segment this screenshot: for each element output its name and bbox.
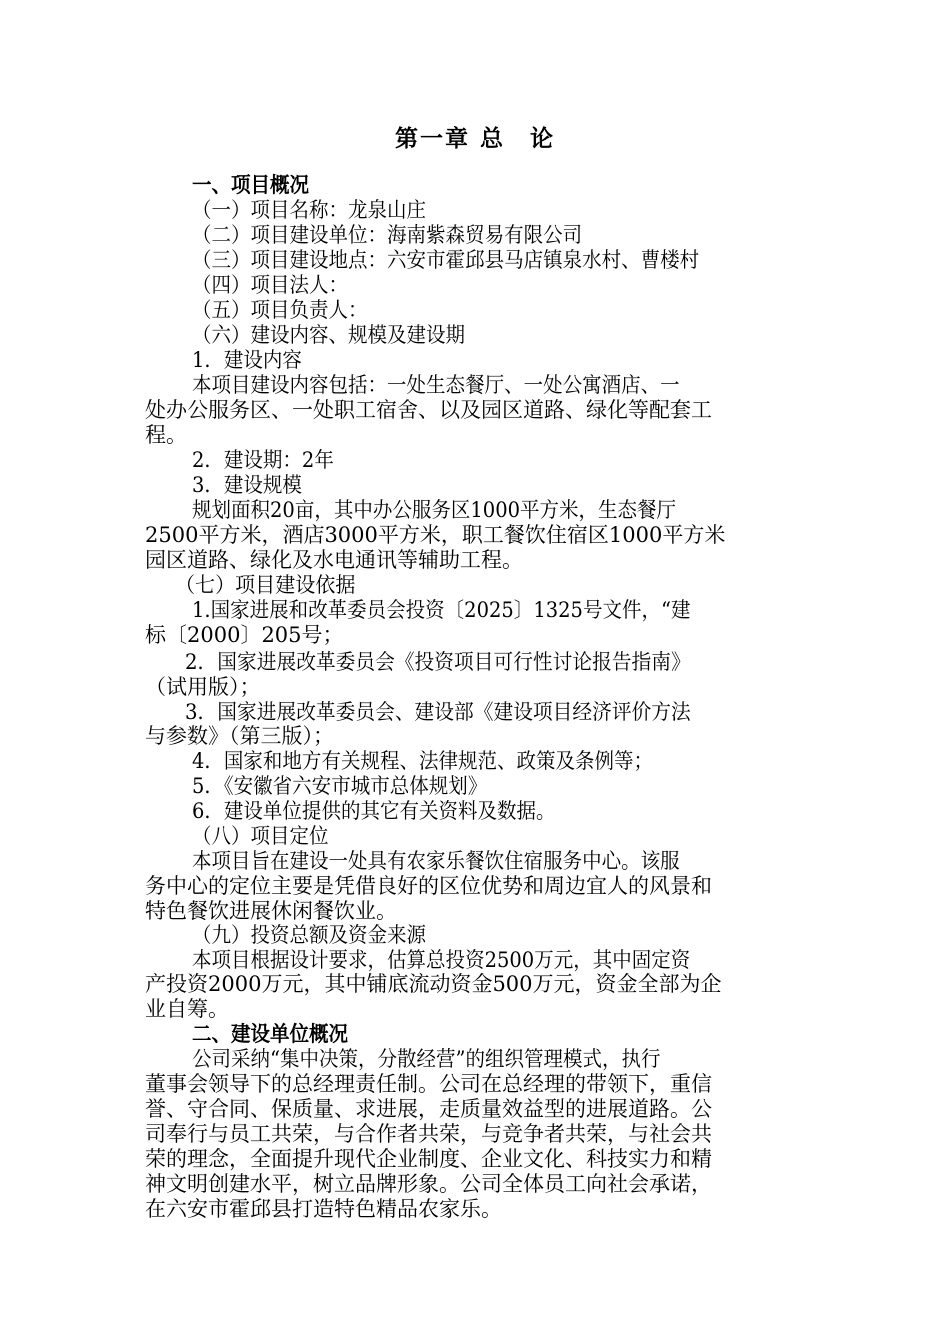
paragraph-line: 处办公服务区、一处职工宿舍、以及园区道路、绿化等配套工 (145, 398, 712, 422)
paragraph-line: 特色餐饮进展休闲餐饮业。 (145, 899, 397, 923)
paragraph-line: 誉、守合同、保质量、求进展，走质量效益型的进展道路。公 (145, 1097, 712, 1121)
paragraph-line: 1．建设内容 (192, 348, 302, 372)
paragraph-line: 程。 (145, 423, 187, 447)
paragraph-line: （一）项目名称：龙泉山庄 (192, 198, 427, 222)
section-heading: 一、项目概况 (192, 173, 310, 197)
paragraph-line: 在六安市霍邱县打造特色精品农家乐。 (145, 1197, 502, 1221)
paragraph-line: 荣的理念，全面提升现代企业制度、企业文化、科技实力和精 (145, 1147, 712, 1171)
paragraph-line: 神文明创建水平，树立品牌形象。公司全体员工向社会承诺， (145, 1172, 712, 1196)
paragraph-line: 2．建设期：2年 (192, 448, 334, 472)
paragraph-line: （五）项目负责人： (192, 298, 368, 322)
paragraph-line: 业自筹。 (145, 997, 229, 1021)
paragraph-line: 3．国家进展改革委员会、建设部《建设项目经济评价方法 (185, 700, 691, 724)
section-heading: 二、建设单位概况 (192, 1022, 349, 1046)
chapter-title: 第一章 总 论 (394, 126, 555, 152)
paragraph-line: （六）建设内容、规模及建设期 (192, 323, 466, 347)
paragraph-line: （三）项目建设地点：六安市霍邱县马店镇泉水村、曹楼村 (192, 248, 700, 272)
paragraph-line: 务中心的定位主要是凭借良好的区位优势和周边宜人的风景和 (145, 874, 712, 898)
paragraph-line: （二）项目建设单位：海南紫森贸易有限公司 (192, 223, 583, 247)
paragraph-line: 公司采纳“集中决策，分散经营”的组织管理模式，执行 (192, 1047, 661, 1071)
paragraph-line: 本项目建设内容包括：一处生态餐厅、一处公寓酒店、一 (192, 373, 680, 397)
paragraph-line: （七）项目建设依据 (175, 573, 356, 597)
paragraph-line: 1.国家进展和改革委员会投资〔2025〕1325号文件，“建 (192, 598, 691, 622)
paragraph-line: （试用版）； (145, 675, 261, 699)
paragraph-line: 产投资2000万元，其中铺底流动资金500万元，资金全部为企 (145, 972, 722, 996)
paragraph-line: （九）投资总额及资金来源 (192, 923, 427, 947)
paragraph-line: 5．《安徽省六安市城市总体规划》 (192, 774, 488, 798)
paragraph-line: 4．国家和地方有关规程、法律规范、政策及条例等； (192, 749, 654, 773)
paragraph-line: 3．建设规模 (192, 473, 302, 497)
paragraph-line: 2500平方米，酒店3000平方米，职工餐饮住宿区1000平方米 (145, 523, 726, 547)
paragraph-line: 司奉行与员工共荣，与合作者共荣，与竞争者共荣，与社会共 (145, 1122, 712, 1146)
paragraph-line: 董事会领导下的总经理责任制。公司在总经理的带领下，重信 (145, 1072, 712, 1096)
paragraph-line: 6．建设单位提供的其它有关资料及数据。 (192, 799, 556, 823)
paragraph-line: 2．国家进展改革委员会《投资项目可行性讨论报告指南》 (185, 650, 691, 674)
paragraph-line: 园区道路、绿化及水电通讯等辅助工程。 (145, 548, 523, 572)
paragraph-line: 规划面积20亩，其中办公服务区1000平方米，生态餐厅 (192, 498, 677, 522)
paragraph-line: （四）项目法人： (192, 273, 349, 297)
paragraph-line: 标〔2000〕205号； (145, 623, 344, 647)
paragraph-line: 与参数》（第三版）； (145, 724, 334, 748)
paragraph-line: 本项目根据设计要求，估算总投资2500万元，其中固定资 (192, 948, 691, 972)
paragraph-line: （八）项目定位 (192, 824, 329, 848)
paragraph-line: 本项目旨在建设一处具有农家乐餐饮住宿服务中心。该服 (192, 849, 680, 873)
